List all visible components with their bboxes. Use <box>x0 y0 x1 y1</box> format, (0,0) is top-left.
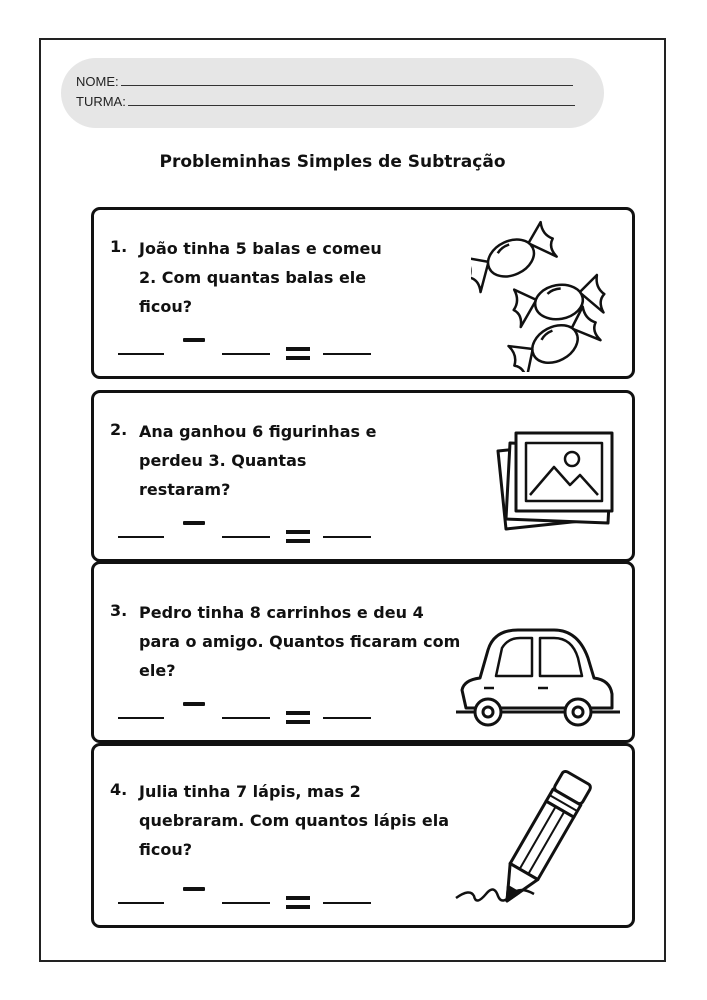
subtraction-equation[interactable] <box>118 521 378 541</box>
equals-sign-bottom <box>286 905 310 909</box>
equals-sign-top <box>286 347 310 351</box>
equals-sign-bottom <box>286 720 310 724</box>
result-blank[interactable] <box>323 717 371 719</box>
minuend-blank[interactable] <box>118 353 164 355</box>
result-blank[interactable] <box>323 536 371 538</box>
subtraction-equation[interactable] <box>118 887 378 907</box>
result-blank[interactable] <box>323 353 371 355</box>
minus-sign <box>183 338 205 342</box>
minus-sign <box>183 887 205 891</box>
subtrahend-blank[interactable] <box>222 536 270 538</box>
equals-sign-top <box>286 530 310 534</box>
problem-number: 1. <box>110 237 128 256</box>
candy-icon <box>471 220 626 372</box>
minus-sign <box>183 521 205 525</box>
problem-card-3 <box>91 561 635 743</box>
equals-sign-bottom <box>286 356 310 360</box>
photo-cards-icon <box>492 423 622 535</box>
pencil-icon <box>454 764 624 922</box>
name-field[interactable] <box>76 73 573 89</box>
subtraction-equation[interactable] <box>118 702 378 722</box>
car-icon <box>454 624 622 730</box>
problem-card-2 <box>91 390 635 562</box>
problem-text: Ana ganhou 6 figurinhas e perdeu 3. Quantas restaram? <box>139 422 377 499</box>
subtraction-equation[interactable] <box>118 338 378 358</box>
class-line-rule <box>128 93 575 106</box>
problem-text: Pedro tinha 8 carrinhos e deu 4 para o amigo. Quantos ficaram com ele? <box>139 603 461 680</box>
result-blank[interactable] <box>323 902 371 904</box>
problem-text: João tinha 5 balas e comeu 2. Com quantas balas ele ficou? <box>139 239 382 316</box>
minuend-blank[interactable] <box>118 536 164 538</box>
name-label: NOME: <box>76 74 119 89</box>
name-line-rule <box>121 73 573 86</box>
problem-number: 3. <box>110 601 128 620</box>
problem-number: 4. <box>110 780 128 799</box>
class-label: TURMA: <box>76 94 126 109</box>
problem-number: 2. <box>110 420 128 439</box>
equals-sign-bottom <box>286 539 310 543</box>
problem-text: Julia tinha 7 lápis, mas 2 quebraram. Com quantos lápis ela ficou? <box>139 782 450 859</box>
minuend-blank[interactable] <box>118 717 164 719</box>
minuend-blank[interactable] <box>118 902 164 904</box>
subtrahend-blank[interactable] <box>222 902 270 904</box>
problem-card-4 <box>91 743 635 928</box>
minus-sign <box>183 702 205 706</box>
subtrahend-blank[interactable] <box>222 353 270 355</box>
equals-sign-top <box>286 896 310 900</box>
problem-card-1 <box>91 207 635 379</box>
class-field[interactable] <box>76 93 575 109</box>
page-title: Probleminhas Simples de Subtração <box>159 152 506 172</box>
equals-sign-top <box>286 711 310 715</box>
subtrahend-blank[interactable] <box>222 717 270 719</box>
student-info-box <box>61 58 604 128</box>
